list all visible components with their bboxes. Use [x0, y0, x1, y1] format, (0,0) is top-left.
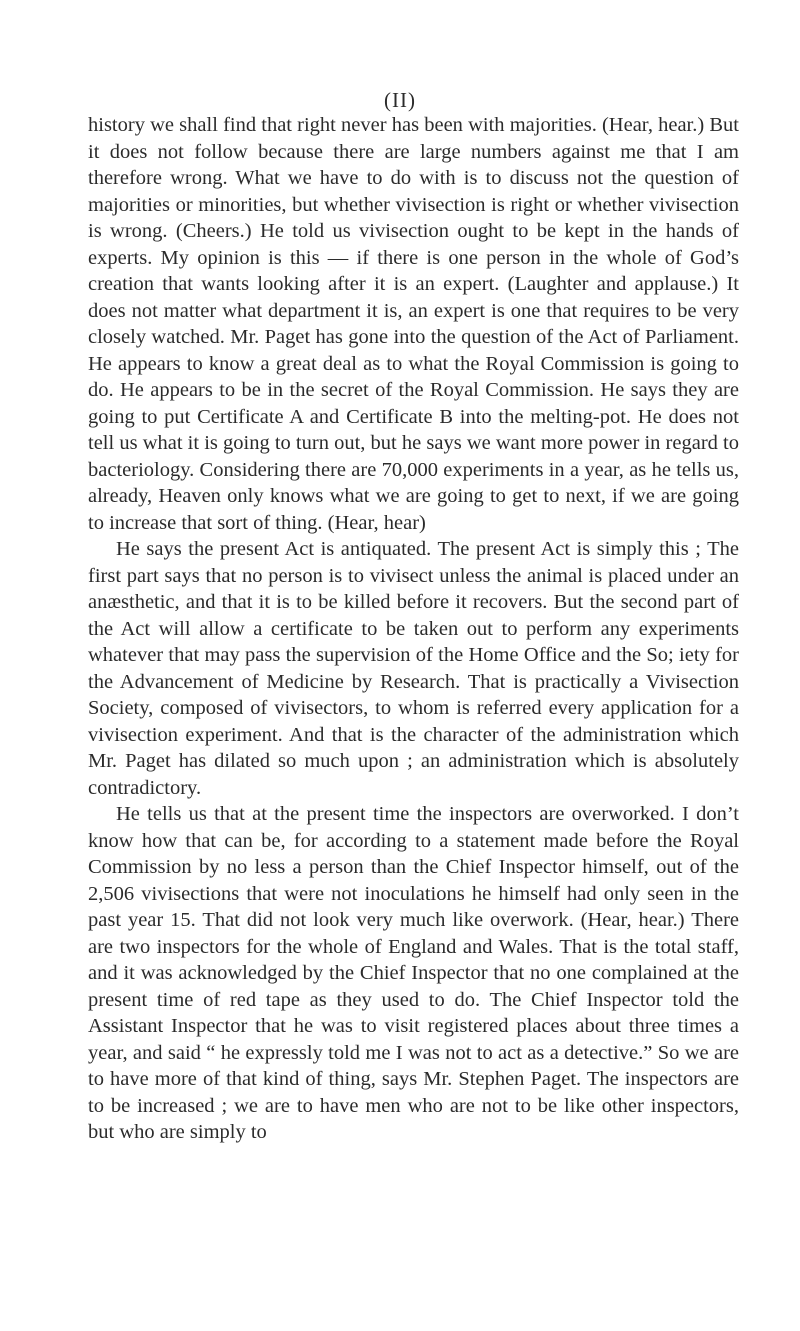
paragraph-1: history we shall find that right never has been with majorities. (Hear, hear.) But it does not follow because there are large numbers against me that I am therefore wrong. What we have to do with is to discuss not the question of majorities or minorities, but whether vivisection is right or whether vivisection is wrong. (Cheers.) He told us vivisection ought to be kept in the hands of experts. My opinion is this — if there is one person in the whole of God’s creation that wants looking after it is an expert. (Laughter and applause.) It does not matter what department it is, an expert is one that requires to be very closely watched. Mr. Paget has gone into the question of the Act of Parliament. He appears to know a great deal as to what the Royal Commission is going to do. He appears to be in the secret of the Royal Commission. He says they are going to put Certificate A and Certificate B into the melting-pot. He does not tell us what it is going to turn out, but he says we want more power in regard to bacteriology. Considering there are 70,000 experiments in a year, as he tells us, already, Heaven only knows what we are going to get to next, if we are going to increase that sort of thing. (Hear, hear): [88, 114, 739, 534]
paragraph-2: He says the present Act is antiquated. The present Act is simply this ; The first part says that no person is to vivisect unless the animal is placed under an anæsthetic, and that it is to be killed before it recovers. But the second part of the Act will allow a certificate to be taken out to perform any experiments whatever that may pass the supervision of the Home Office and the So; iety for the Advancement of Medicine by Research. That is practically a Vivisection Society, composed of vivisectors, to whom is referred every application for a vivisection experiment. And that is the character of the administration which Mr. Paget has dilated so much upon ; an administration which is absolutely contradictory.: [88, 538, 739, 799]
paragraph-3: He tells us that at the present time the inspectors are overworked. I don’t know how that can be, for according to a statement made before the Royal Commission by no less a person than the Chief Inspector himself, out of the 2,506 vivisections that were not inoculations he himself had only seen in the past year 15. That did not look very much like overwork. (Hear, hear.) There are two inspectors for the whole of England and Wales. That is the total staff, and it was acknowledged by the Chief Inspector that no one complained at the present time of red tape as they used to do. The Chief Inspector told the Assistant Inspector that he was to visit registered places about three times a year, and said “ he expressly told me I was not to act as a detective.” So we are to have more of that kind of thing, says Mr. Stephen Paget. The inspectors are to be increased ; we are to have men who are not to be like other inspectors, but who are simply to: [88, 803, 739, 1143]
page-number: (II): [384, 88, 416, 112]
body-text: [88, 112, 739, 1146]
